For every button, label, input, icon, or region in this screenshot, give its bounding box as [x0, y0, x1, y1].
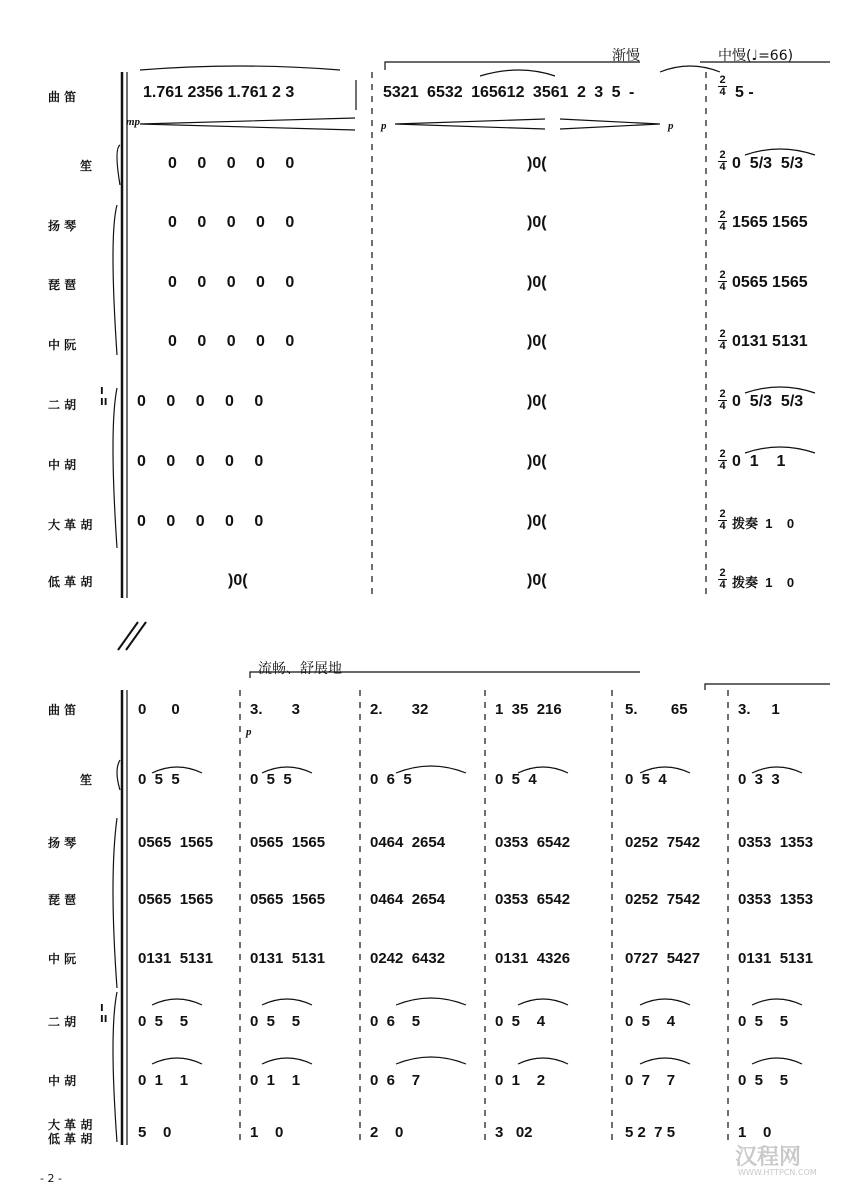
pipa-measure: 0353 6542	[495, 891, 571, 908]
instrument-dagehu-digehu: 大 革 胡 低 革 胡	[48, 1118, 93, 1146]
sheng-measure: 0 5 5	[138, 771, 180, 788]
instrument-zhonghu: 中 胡	[48, 458, 77, 472]
dagehu-new-measure: 拨奏 1 0	[732, 516, 795, 531]
digehu-rest-cont: )0(	[228, 572, 248, 589]
dynamic-p: p	[381, 120, 387, 132]
qudi-measure-2: 5321 6532 165612 3561 2 3 5 -	[383, 84, 635, 101]
time-signature: 2 4	[719, 328, 726, 352]
pipa-rests: 0 0 0 0 0	[168, 274, 295, 291]
zhongruan-measure: 0131 4326	[495, 950, 571, 967]
instrument-zhongruan: 中 阮	[48, 952, 77, 966]
rest-cont: )0(	[527, 333, 547, 350]
qudi-measure: 3. 3	[250, 701, 301, 718]
erhu-new-measure: 0 5/3 5/3	[732, 393, 804, 410]
qudi-measure-3: 5 -	[735, 84, 754, 101]
qudi-measure: 3. 1	[738, 701, 780, 718]
zhonghu-measure: 0 6 7	[370, 1072, 421, 1089]
quarter-note-icon: ♩	[751, 48, 759, 64]
qudi-measure: 0 0	[138, 701, 180, 718]
pipa-new-measure: 0565 1565	[732, 274, 808, 291]
instrument-qudi: 曲 笛	[48, 90, 77, 104]
yangqin-measure: 0353 6542	[495, 834, 571, 851]
zhongruan-measure: 0727 5427	[625, 950, 701, 967]
dynamic-p: p	[668, 120, 674, 132]
rest-cont: )0(	[527, 155, 547, 172]
zhongruan-new-measure: 0131 5131	[732, 333, 808, 350]
sheng-measure: 0 5 5	[250, 771, 292, 788]
yangqin-measure: 0565 1565	[250, 834, 326, 851]
qudi-measure-1: 1.761 2356 1.761 2 3	[143, 84, 295, 101]
instrument-erhu: 二 胡	[48, 398, 77, 412]
erhu-parts: I II	[100, 386, 108, 408]
pipa-measure: 0353 1353	[738, 891, 814, 908]
dagehu-measure: 1 0	[250, 1124, 284, 1141]
instrument-erhu: 二 胡	[48, 1015, 77, 1029]
zhonghu-measure: 0 5 5	[738, 1072, 789, 1089]
sheng-measure: 0 5 4	[625, 771, 667, 788]
time-signature: 2 4	[719, 388, 726, 412]
instrument-qudi: 曲 笛	[48, 703, 77, 717]
zhonghu-measure: 0 1 1	[250, 1072, 301, 1089]
time-signature: 2 4	[719, 567, 726, 591]
pipa-measure: 0565 1565	[138, 891, 214, 908]
instrument-zhonghu: 中 胡	[48, 1074, 77, 1088]
rest-cont: )0(	[527, 572, 547, 589]
sheng-measure: 0 6 5	[370, 771, 412, 788]
instrument-yangqin: 扬 琴	[48, 836, 77, 850]
dynamic-mp: mp	[126, 116, 141, 128]
qudi-measure: 1 35 216	[495, 701, 562, 718]
erhu-measure: 0 6 5	[370, 1013, 421, 1030]
time-signature: 2 4	[719, 74, 726, 98]
rest-cont: )0(	[527, 513, 547, 530]
dagehu-measure: 3 02	[495, 1124, 533, 1141]
dagehu-measure: 5 0	[138, 1124, 172, 1141]
pipa-measure: 0464 2654	[370, 891, 446, 908]
dagehu-measure: 5 2 7 5	[625, 1124, 676, 1141]
qudi-measure: 5. 65	[625, 701, 688, 718]
zhonghu-measure: 0 7 7	[625, 1072, 676, 1089]
erhu-measure: 0 5 4	[625, 1013, 676, 1030]
time-signature: 2 4	[719, 209, 726, 233]
zhonghu-rests: 0 0 0 0 0	[137, 453, 264, 470]
pipa-measure: 0252 7542	[625, 891, 701, 908]
dagehu-measure: 1 0	[738, 1124, 772, 1141]
instrument-dagehu: 大 革 胡	[48, 518, 93, 532]
instrument-sheng: 笙	[80, 159, 93, 173]
qudi-measure: 2. 32	[370, 701, 429, 718]
watermark-logo: 汉程网	[735, 1145, 802, 1170]
watermark-url: WWW.HTTPCN.COM	[738, 1168, 817, 1177]
sheng-measure: 0 5 4	[495, 771, 537, 788]
zhonghu-new-measure: 0 1 1	[732, 453, 786, 470]
instrument-yangqin: 扬 琴	[48, 219, 77, 233]
tempo-text: 中慢(	[718, 48, 752, 64]
zhongruan-measure: 0242 6432	[370, 950, 446, 967]
sheng-measure: 0 3 3	[738, 771, 780, 788]
zhonghu-measure: 0 1 1	[138, 1072, 189, 1089]
pipa-measure: 0565 1565	[250, 891, 326, 908]
erhu-measure: 0 5 4	[495, 1013, 546, 1030]
zhongruan-measure: 0131 5131	[738, 950, 814, 967]
yangqin-new-measure: 1565 1565	[732, 214, 808, 231]
zhonghu-measure: 0 1 2	[495, 1072, 546, 1089]
rest-cont: )0(	[527, 453, 547, 470]
erhu-measure: 0 5 5	[738, 1013, 789, 1030]
zhongruan-rests: 0 0 0 0 0	[168, 333, 295, 350]
instrument-pipa: 琵 琶	[48, 893, 77, 907]
tempo-value: =66)	[758, 48, 794, 64]
time-signature: 2 4	[719, 448, 726, 472]
dagehu-measure: 2 0	[370, 1124, 404, 1141]
erhu-parts: I II	[100, 1003, 108, 1025]
sheng-new-measure: 0 5/3 5/3	[732, 155, 804, 172]
dagehu-rests: 0 0 0 0 0	[137, 513, 264, 530]
erhu-measure: 0 5 5	[138, 1013, 189, 1030]
time-signature: 2 4	[719, 149, 726, 173]
yangqin-measure: 0353 1353	[738, 834, 814, 851]
digehu-new-measure: 拨奏 1 0	[732, 575, 795, 590]
erhu-rests: 0 0 0 0 0	[137, 393, 264, 410]
page-number: - 2 -	[40, 1172, 62, 1185]
zhongruan-measure: 0131 5131	[250, 950, 326, 967]
dynamic-p: p	[246, 726, 252, 738]
rest-cont: )0(	[527, 393, 547, 410]
yangqin-measure: 0252 7542	[625, 834, 701, 851]
erhu-measure: 0 5 5	[250, 1013, 301, 1030]
zhongruan-measure: 0131 5131	[138, 950, 214, 967]
time-signature: 2 4	[719, 269, 726, 293]
instrument-sheng: 笙	[80, 773, 93, 787]
expression-marking: 流畅、舒展地	[258, 661, 342, 677]
rest-cont: )0(	[527, 274, 547, 291]
yangqin-measure: 0464 2654	[370, 834, 446, 851]
time-signature: 2 4	[719, 508, 726, 532]
instrument-zhongruan: 中 阮	[48, 338, 77, 352]
instrument-digehu: 低 革 胡	[48, 575, 93, 589]
yangqin-measure: 0565 1565	[138, 834, 214, 851]
tempo-ritardando: 渐慢	[612, 48, 640, 64]
rest-cont: )0(	[527, 214, 547, 231]
instrument-pipa: 琵 琶	[48, 278, 77, 292]
sheng-rests: 0 0 0 0 0	[168, 155, 295, 172]
yangqin-rests: 0 0 0 0 0	[168, 214, 295, 231]
